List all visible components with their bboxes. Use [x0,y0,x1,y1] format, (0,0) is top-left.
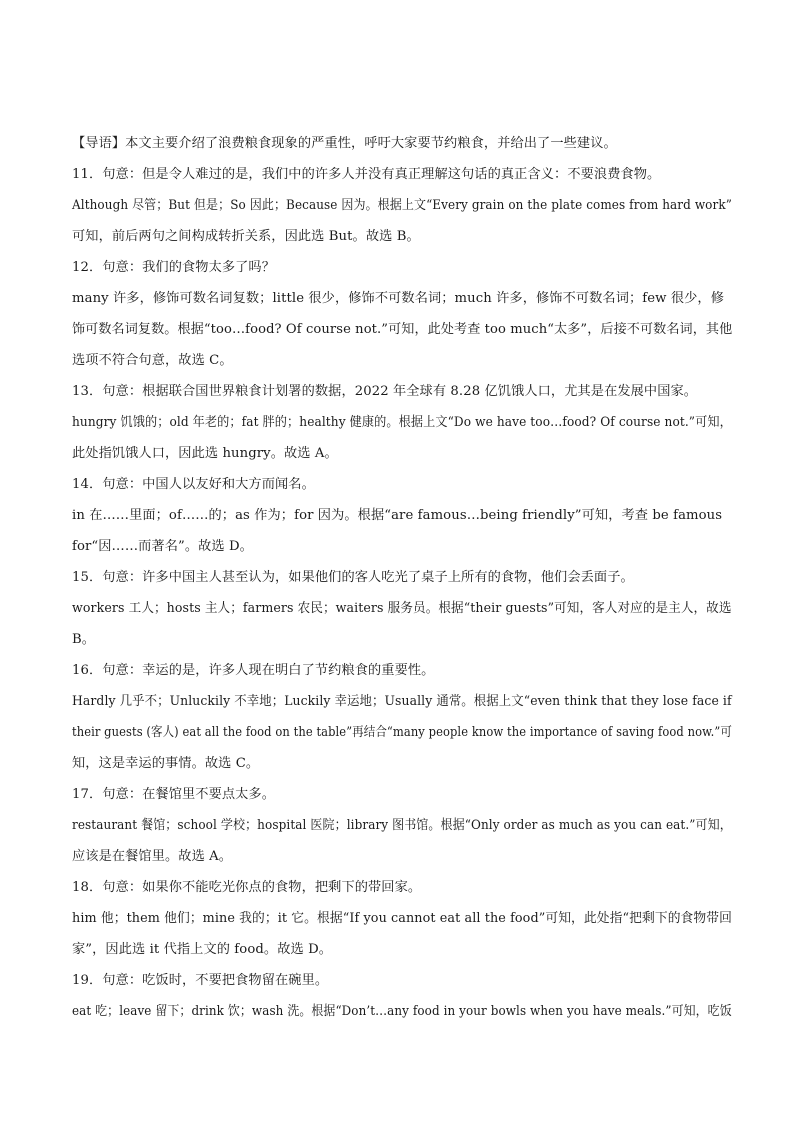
q13-options: hungry 饥饿的；old 年老的；fat 胖的；healthy 健康的。根据上文“Do we have too…food? Of course not.”可知， [72,415,732,430]
q12-translation: 12．句意：我们的食物太多了吗？ [72,260,276,275]
q18-answer: 家”，因此选 it 代指上文的 food。故选 D。 [72,942,333,957]
q15-options: workers 工人；hosts 主人；farmers 农民；waiters 服务员。根据“their guests”可知，客人对应的是主人，故选 [72,601,732,616]
q19-translation: 19．句意：吃饭时，不要把食物留在碗里。 [72,973,329,988]
q17-options: restaurant 餐馆；school 学校；hospital 医院；library 图书馆。根据“Only order as much as you can eat.”可知， [72,818,732,833]
q17-answer: 应该是在餐馆里。故选 A。 [72,849,233,864]
q16-translation: 16．句意：幸运的是，许多人现在明白了节约粮食的重要性。 [72,663,435,678]
q13-translation: 13．句意：根据联合国世界粮食计划署的数据，2022 年全球有 8.28 亿饥饿人口，尤其是在发展中国家。 [72,384,698,399]
q15-translation: 15．句意：许多中国主人甚至认为，如果他们的客人吃光了桌子上所有的食物，他们会丢面子。 [72,570,634,585]
q16-answer: 知，这是幸运的事情。故选 C。 [72,756,260,771]
q12-explanation: 饰可数名词复数。根据“too…food? Of course not.”可知，此处考查 too much“太多”，后接不可数名词，其他 [72,322,733,337]
document-body [72,128,732,1027]
q11-translation: 11．句意：但是令人难过的是，我们中的许多人并没有真正理解这句话的真正含义：不要浪费食物。 [72,167,661,182]
q19-options: eat 吃；leave 留下；drink 饮；wash 洗。根据“Don’t…any food in your bowls when you have meals.”可知，吃饭 [72,1004,732,1019]
intro-line: 【导语】本文主要介绍了浪费粮食现象的严重性，呼吁大家要节约粮食，并给出了一些建议。 [72,136,617,151]
q15-answer: B。 [72,632,96,647]
q17-translation: 17．句意：在餐馆里不要点太多。 [72,787,276,802]
q11-options: Although 尽管；But 但是；So 因此；Because 因为。根据上文“Every grain on the plate comes from hard work” [72,198,732,213]
q12-answer: 选项不符合句意，故选 C。 [72,353,233,368]
q14-answer: for“因……而著名”。故选 D。 [72,539,253,554]
q14-options: in 在……里面；of……的；as 作为；for 因为。根据“are famous…being friendly”可知，考查 be famous [72,508,723,523]
q16-options: Hardly 几乎不；Unluckily 不幸地；Luckily 幸运地；Usually 通常。根据上文“even think that they lose face if [72,694,732,709]
q16-explanation: their guests (客人) eat all the food on the table”再结合“many people know the importance of saving food now.”可 [72,725,732,740]
q18-options: him 他；them 他们；mine 我的；it 它。根据“If you cannot eat all the food”可知，此处指“把剩下的食物带回 [72,911,732,926]
q18-translation: 18．句意：如果你不能吃光你点的食物，把剩下的带回家。 [72,880,422,895]
q14-translation: 14．句意：中国人以友好和大方而闻名。 [72,477,315,492]
q12-options: many 许多，修饰可数名词复数；little 很少，修饰不可数名词；much 许多，修饰不可数名词；few 很少，修 [72,291,725,306]
q13-answer: 此处指饥饿人口，因此选 hungry。故选 A。 [72,446,338,461]
q11-answer: 可知，前后两句之间构成转折关系，因此选 But。故选 B。 [72,229,420,244]
